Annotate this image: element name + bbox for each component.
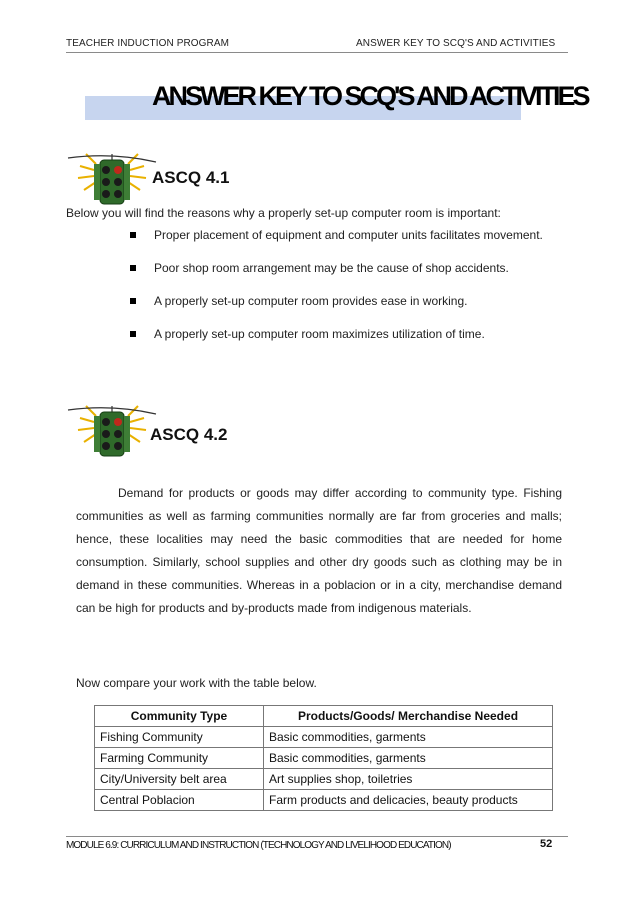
column-header-products: Products/Goods/ Merchandise Needed bbox=[264, 706, 553, 727]
section-heading-ascq-4-2: ASCQ 4.2 bbox=[150, 425, 228, 444]
page-title: ANSWER KEY TO SCQ'S AND ACTIVITIES bbox=[152, 81, 588, 111]
table-cell: Fishing Community bbox=[95, 727, 264, 748]
table-row bbox=[95, 769, 553, 790]
table-row bbox=[95, 727, 553, 748]
traffic-light-icon bbox=[66, 140, 158, 206]
footer-rule bbox=[66, 836, 568, 837]
table-cell: Basic commodities, garments bbox=[264, 748, 553, 769]
section1-intro: Below you will find the reasons why a properly set-up computer room is important: bbox=[66, 206, 501, 220]
list-item bbox=[130, 258, 564, 279]
table-cell: Farming Community bbox=[95, 748, 264, 769]
section2-paragraph bbox=[76, 482, 562, 620]
page-number: 52 bbox=[540, 838, 553, 850]
list-item-text: A properly set-up computer room maximizes utilization of time. bbox=[154, 327, 485, 341]
table-cell: City/University belt area bbox=[95, 769, 264, 790]
community-products-table bbox=[94, 705, 553, 811]
list-item-text: Poor shop room arrangement may be the cause of shop accidents. bbox=[154, 261, 509, 275]
table-header-row bbox=[95, 706, 553, 727]
section2-paragraph-text: Demand for products or goods may differ according to community type. Fishing communities as well as farming communities normally are far from groceries and malls; hence, these localities may need the basic commodities that are needed for home consumption. Similarly, school supplies and other dry goods such as clothing may be in demand in these communities. Whereas in a poblacion or in a city, merchandise demand can be high for products and by-products made from indigenous materials. bbox=[76, 486, 562, 615]
table-row bbox=[95, 748, 553, 769]
header-rule bbox=[66, 52, 568, 53]
column-header-community-type: Community Type bbox=[95, 706, 264, 727]
table-row bbox=[95, 790, 553, 811]
traffic-light-icon bbox=[66, 392, 158, 458]
list-item-text: A properly set-up computer room provides ease in working. bbox=[154, 294, 468, 308]
section-heading-ascq-4-1: ASCQ 4.1 bbox=[152, 168, 230, 187]
header-right: ANSWER KEY TO SCQ'S AND ACTIVITIES bbox=[356, 38, 556, 49]
list-item bbox=[130, 324, 564, 345]
compare-instruction: Now compare your work with the table below. bbox=[76, 676, 317, 690]
bullet-square-icon bbox=[130, 331, 136, 337]
bullet-square-icon bbox=[130, 298, 136, 304]
bullet-square-icon bbox=[130, 232, 136, 238]
header-left: TEACHER INDUCTION PROGRAM bbox=[66, 38, 230, 49]
table-cell: Farm products and delicacies, beauty products bbox=[264, 790, 553, 811]
footer-module-title: MODULE 6.9: CURRICULUM AND INSTRUCTION (TECHNOLOGY AND LIVELIHOOD EDUCATION) bbox=[66, 840, 451, 851]
list-item-text: Proper placement of equipment and computer units facilitates movement. bbox=[154, 228, 543, 242]
table-cell: Central Poblacion bbox=[95, 790, 264, 811]
bullet-square-icon bbox=[130, 265, 136, 271]
table-cell: Basic commodities, garments bbox=[264, 727, 553, 748]
reasons-list bbox=[130, 225, 564, 357]
list-item bbox=[130, 291, 564, 312]
table-cell: Art supplies shop, toiletries bbox=[264, 769, 553, 790]
list-item bbox=[130, 225, 564, 246]
